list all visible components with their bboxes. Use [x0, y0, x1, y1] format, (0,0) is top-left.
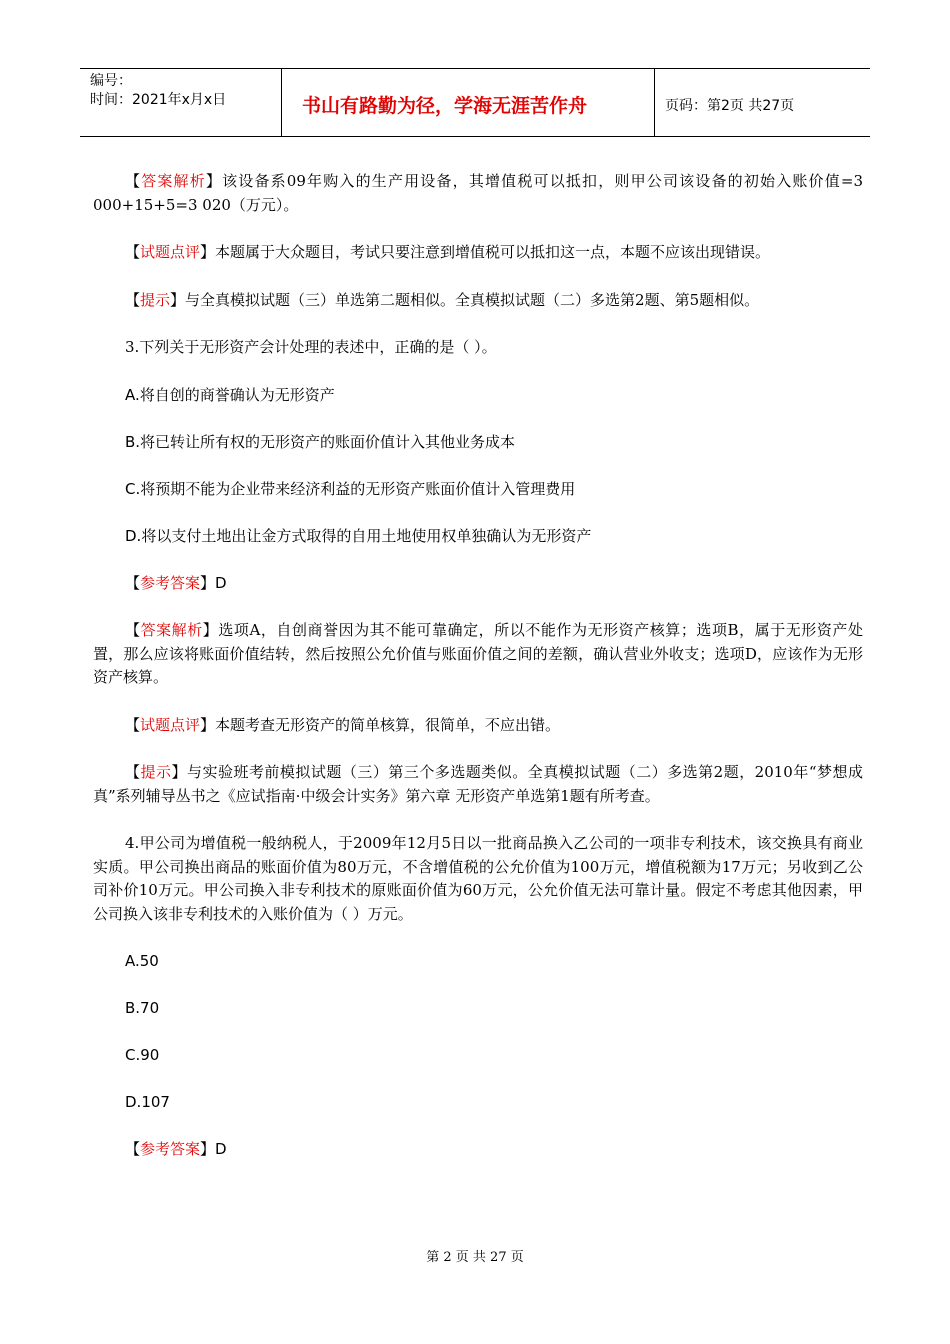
question-4-answer: 【参考答案】D	[125, 1140, 227, 1158]
tip-paragraph: 【提示】与全真模拟试题（三）单选第二题相似。全真模拟试题（二）多选第2题、第5题相似。	[125, 290, 760, 309]
document-time-label: 时间：2021年x月x日	[90, 92, 227, 108]
document-number-label: 编号：	[90, 73, 132, 89]
question-3: 3.下列关于无形资产会计处理的表述中，正确的是（ ）。	[125, 338, 497, 356]
answer-tag: 参考答案	[140, 1140, 201, 1158]
question-3-comment: 【试题点评】本题考查无形资产的简单核算，很简单，不应出错。	[125, 715, 561, 734]
tip-tag: 提示	[140, 763, 172, 781]
question-3-option-a: A.将自创的商誉确认为无形资产	[125, 385, 335, 404]
question-4-option-c: C.90	[125, 1046, 160, 1064]
comment-tag: 试题点评	[140, 243, 201, 261]
document-body	[93, 170, 863, 1186]
comment-tag: 试题点评	[140, 715, 201, 734]
header-page-info: 页码：第2页 共27页	[665, 97, 795, 114]
question-3-option-d: D.将以支付土地出让金方式取得的自用土地使用权单独确认为无形资产	[125, 526, 592, 545]
question-4-option-a: A.50	[125, 952, 159, 970]
question-3-tip: 【提示】与实验班考前模拟试题（三）第三个多选题类似。全真模拟试题（二）多选第2题，2010年“梦想成真”系列辅导丛书之《应试指南·中级会计实务》第六章 无形资产单选第1题有所考查。	[93, 763, 863, 805]
question-4: 4.甲公司为增值税一般纳税人，于2009年12月5日以一批商品换入乙公司的一项非专利技术，该交换具有商业实质。甲公司换出商品的账面价值为80万元，不含增值税的公允价值为100万元，增值税额为17万元；另收到乙公司补价10万元。甲公司换入非专利技术的原账面价值为60万元，公允价值无法可靠计量。假定不考虑其他因素，甲公司换入该非专利技术的入账价值为（ ）万元。	[93, 834, 863, 923]
comment-text: 本题属于大众题目，考试只要注意到增值税可以抵扣这一点，本题不应该出现错误。	[215, 243, 771, 261]
comment-text: 本题考查无形资产的简单核算，很简单，不应出错。	[215, 715, 561, 734]
question-4-option-b: B.70	[125, 999, 160, 1017]
tip-text: 与全真模拟试题（三）单选第二题相似。全真模拟试题（二）多选第2题、第5题相似。	[185, 290, 760, 309]
question-3-analysis: 【答案解析】选项A，自创商誉因为其不能可靠确定，所以不能作为无形资产核算；选项B，属于无形资产处置，那么应该将账面价值结转，然后按照公允价值与账面价值之间的差额，确认营业外收支；选项D，应该作为无形资产核算。	[93, 621, 863, 686]
tip-text: 与实验班考前模拟试题（三）第三个多选题类似。全真模拟试题（二）多选第2题，2010年“梦想成真”系列辅导丛书之《应试指南·中级会计实务》第六章 无形资产单选第1题有所考查。	[93, 763, 863, 805]
analysis-tag: 答案解析	[141, 172, 206, 190]
question-3-option-b: B.将已转让所有权的无形资产的账面价值计入其他业务成本	[125, 432, 516, 451]
question-3-option-c: C.将预期不能为企业带来经济利益的无形资产账面价值计入管理费用	[125, 479, 576, 498]
answer-value: D	[215, 573, 227, 592]
question-4-option-d: D.107	[125, 1093, 170, 1111]
analysis-text: 该设备系09年购入的生产用设备，其增值税可以抵扣，则甲公司该设备的初始入账价值=3 000+15+5=3 020（万元）。	[93, 172, 863, 214]
analysis-tag: 答案解析	[140, 621, 203, 639]
answer-tag: 参考答案	[140, 573, 201, 592]
answer-value: D	[215, 1140, 227, 1158]
analysis-text: 选项A，自创商誉因为其不能可靠确定，所以不能作为无形资产核算；选项B，属于无形资产处置，那么应该将账面价值结转，然后按照公允价值与账面价值之间的差额，确认营业外收支；选项D，应该作为无形资产核算。	[93, 621, 863, 686]
tip-tag: 提示	[140, 290, 171, 309]
question-comment-paragraph: 【试题点评】本题属于大众题目，考试只要注意到增值税可以抵扣这一点，本题不应该出现错误。	[125, 243, 771, 261]
answer-analysis-paragraph: 【答案解析】该设备系09年购入的生产用设备，其增值税可以抵扣，则甲公司该设备的初始入账价值=3 000+15+5=3 020（万元）。	[93, 172, 863, 214]
page-header	[80, 68, 870, 137]
header-motto: 书山有路勤为径，学海无涯苦作舟	[282, 69, 655, 136]
header-left-cell	[80, 69, 282, 136]
page-footer: 第 2 页 共 27 页	[426, 1250, 524, 1265]
question-3-answer: 【参考答案】D	[125, 573, 227, 592]
